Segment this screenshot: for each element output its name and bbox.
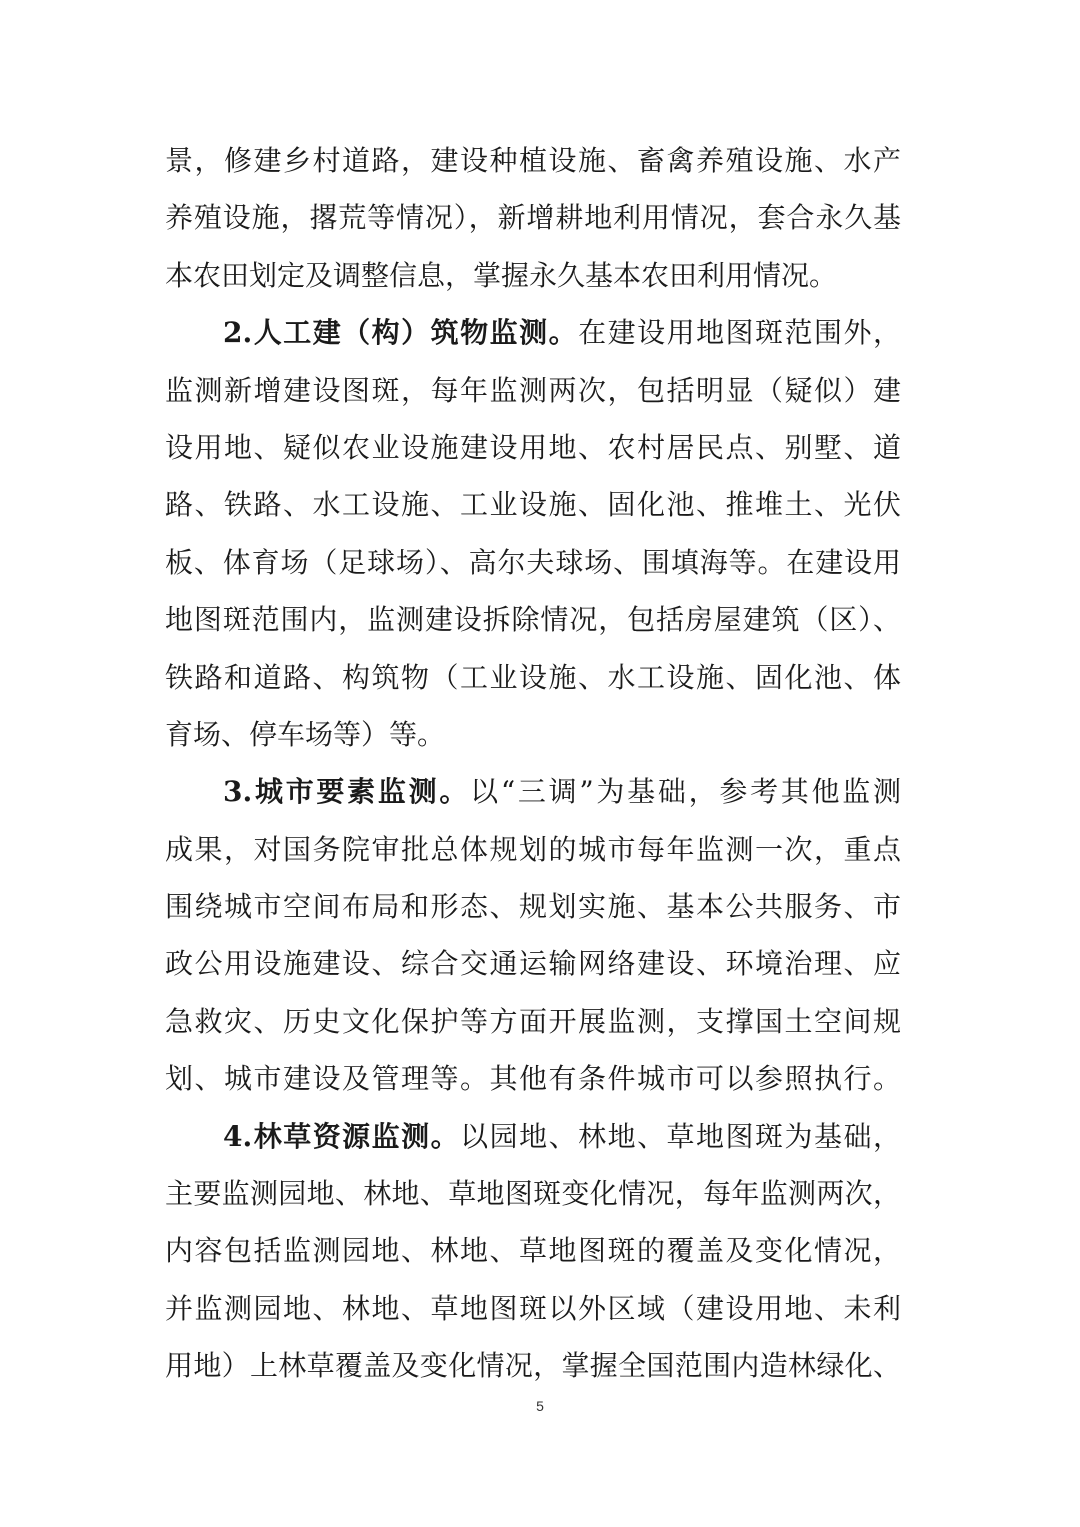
paragraph-line: 急救灾、历史文化保护等方面开展监测，支撑国土空间规	[165, 1004, 901, 1038]
section-heading: 2.人工建（构）筑物监测。	[223, 316, 579, 350]
paragraph-line: 养殖设施，撂荒等情况），新增耕地利用情况，套合永久基	[165, 201, 901, 235]
paragraph-line: 育场、停车场等）等。	[165, 717, 446, 751]
paragraph-first-line	[165, 1108, 901, 1165]
paragraph-line: 内容包括监测园地、林地、草地图斑的覆盖及变化情况，	[165, 1234, 901, 1268]
section-heading: 4.林草资源监测。	[223, 1119, 461, 1153]
paragraph-line: 划、城市建设及管理等。其他有条件城市可以参照执行。	[165, 1062, 901, 1096]
body-text	[165, 132, 901, 1395]
paragraph-line: 用地）上林草覆盖及变化情况，掌握全国范围内造林绿化、	[165, 1349, 901, 1383]
paragraph-line: 铁路和道路、构筑物（工业设施、水工设施、固化池、体	[165, 660, 901, 694]
paragraph-text: 以“三调”为基础，参考其他监测	[470, 775, 902, 809]
paragraph-text: 以园地、林地、草地图斑为基础，	[460, 1119, 901, 1153]
paragraph-line: 景，修建乡村道路，建设种植设施、畜禽养殖设施、水产	[165, 144, 901, 177]
paragraph-line: 成果，对国务院审批总体规划的城市每年监测一次，重点	[165, 832, 901, 866]
paragraph-line: 本农田划定及调整信息，掌握永久基本农田利用情况。	[165, 258, 838, 292]
paragraph-first-line	[165, 763, 901, 820]
paragraph-line: 设用地、疑似农业设施建设用地、农村居民点、别墅、道	[165, 430, 901, 464]
paragraph-line: 围绕城市空间布局和形态、规划实施、基本公共服务、市	[165, 890, 901, 924]
paragraph-line: 主要监测园地、林地、草地图斑变化情况，每年监测两次，	[165, 1177, 901, 1211]
paragraph-line: 板、体育场（足球场）、高尔夫球场、围填海等。在建设用	[165, 545, 901, 579]
section-heading: 3.城市要素监测。	[223, 775, 471, 809]
paragraph-line: 政公用设施建设、综合交通运输网络建设、环境治理、应	[165, 947, 901, 981]
page-number: 5	[536, 1398, 544, 1414]
paragraph-line: 监测新增建设图斑，每年监测两次，包括明显（疑似）建	[165, 373, 901, 407]
paragraph-line: 并监测园地、林地、草地图斑以外区域（建设用地、未利	[165, 1291, 901, 1325]
paragraph-text: 在建设用地图斑范围外，	[578, 316, 901, 350]
paragraph-line: 地图斑范围内，监测建设拆除情况，包括房屋建筑（区）、	[165, 603, 901, 637]
paragraph-line: 路、铁路、水工设施、工业设施、固化池、推堆土、光伏	[165, 488, 901, 522]
paragraph-first-line	[165, 304, 901, 361]
